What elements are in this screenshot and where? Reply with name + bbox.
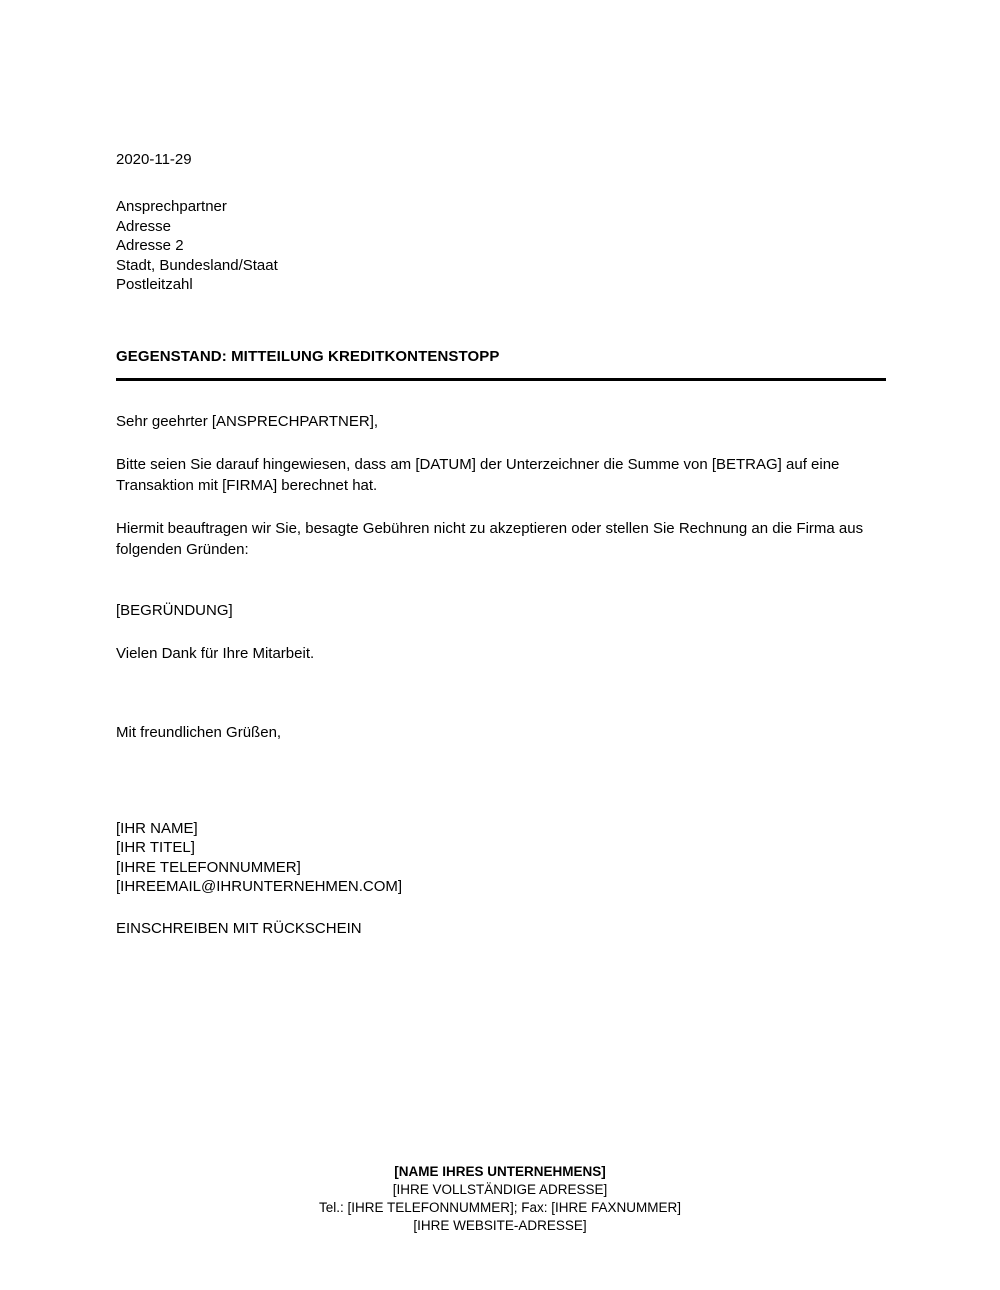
footer-contact: Tel.: [IHRE TELEFONNUMMER]; Fax: [IHRE FAXNUMMER] [318,1200,682,1215]
signature-email: [IHREEMAIL@IHRUNTERNEHMEN.COM] [116,878,403,895]
signature-title: [IHR TITEL] [116,839,195,856]
thanks-line: Vielen Dank für Ihre Mitarbeit. [116,644,315,662]
signature-name: [IHR NAME] [116,819,198,837]
signature-space [116,765,886,801]
paragraph-two: Hiermit beauftragen wir Sie, besagte Gebühren nicht zu akzeptieren oder stellen Sie Rechnung an die Firma aus folgenden Gründen: [116,519,864,558]
spacer-before-reason [116,582,886,600]
footer-company-name: [NAME IHRES UNTERNEHMENS] [394,1164,606,1179]
delivery-note: EINSCHREIBEN MIT RÜCKSCHEIN [116,919,362,937]
recipient-line-5: Postleitzahl [116,276,193,293]
recipient-line-2: Adresse [116,217,172,235]
subject-line: GEGENSTAND: MITTEILUNG KREDITKONTENSTOPP [116,347,500,365]
page-footer [0,1163,1000,1235]
salutation: Sehr geehrter [ANSPRECHPARTNER], [116,412,379,430]
spacer-before-closing [116,686,886,722]
footer-address: [IHRE VOLLSTÄNDIGE ADRESSE] [392,1182,608,1197]
signature-block [116,819,886,897]
signature-phone: [IHRE TELEFONNUMMER] [116,858,301,876]
recipient-line-4: Stadt, Bundesland/Staat [116,256,278,274]
paragraph-one: Bitte seien Sie darauf hingewiesen, dass am [DATUM] der Unterzeichner die Summe von [BETRAG] auf eine Transaktion mit [FIRMA] berechnet hat. [116,455,840,494]
reason-placeholder: [BEGRÜNDUNG] [116,601,233,619]
closing-line: Mit freundlichen Grüßen, [116,723,282,741]
recipient-address-block [116,197,886,295]
footer-website: [IHRE WEBSITE-ADRESSE] [413,1218,587,1233]
letter-body [116,150,886,938]
recipient-line-3: Adresse 2 [116,237,184,254]
letter-date: 2020-11-29 [116,151,192,168]
signature-space-extra [116,801,886,819]
recipient-line-1: Ansprechpartner [116,198,227,215]
letter-text [116,411,886,938]
subject-divider [116,378,886,381]
